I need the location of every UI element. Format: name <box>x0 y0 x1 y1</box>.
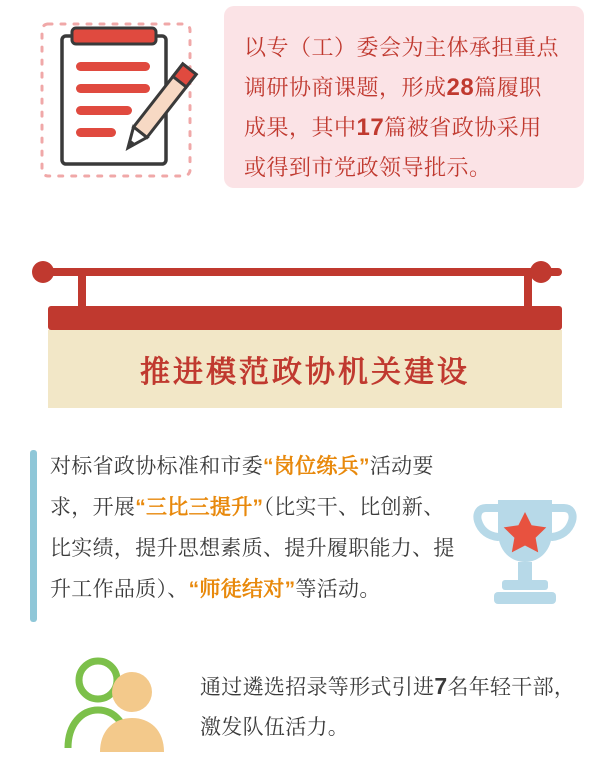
text-run-bold: 17 <box>356 114 385 141</box>
text-run: 以专（工）委会为主体承担重点调研协商课题，形成 <box>244 35 560 100</box>
text-run-bold: 28 <box>446 74 475 101</box>
achievement-section <box>0 0 610 205</box>
accent-bar <box>30 450 37 622</box>
achievement-callout <box>224 6 584 188</box>
text-run-highlight: “三比三提升” <box>135 496 264 519</box>
talent-recruitment-text <box>200 666 590 748</box>
banner-plate <box>48 306 562 330</box>
banner-top-bar <box>48 268 562 276</box>
two-people-icon <box>60 652 180 752</box>
trophy-star-icon <box>470 488 580 613</box>
text-run-highlight: “师徒结对” <box>188 578 296 601</box>
banner-body <box>48 330 562 408</box>
text-run-highlight: “岗位练兵” <box>263 455 370 478</box>
talent-recruitment-section <box>0 648 610 752</box>
text-run-bold: 7 <box>434 673 448 699</box>
notepad-pencil-icon <box>26 14 206 189</box>
text-run: 篇被省政协采用或得到市党政领导批示。 <box>244 115 542 180</box>
text-run: 名年轻干部，激发队伍活力。 <box>200 676 576 739</box>
text-run: 活动要求，开展 <box>50 455 434 519</box>
text-run: 等活动。 <box>295 578 381 601</box>
achievement-text <box>244 28 564 188</box>
text-run: 对标省政协标准和市委 <box>50 455 263 478</box>
section-banner <box>0 238 610 418</box>
text-run: 通过遴选招录等形式引进 <box>200 676 435 699</box>
training-activities-section <box>0 440 610 645</box>
banner-title: 推进模范政协机关建设 <box>140 356 470 389</box>
banner-knob-right <box>530 261 552 283</box>
banner-knob-left <box>32 261 54 283</box>
training-activities-text <box>50 446 460 610</box>
text-run: （比实干、比创新、比实绩，提升思想素质、提升履职能力、提升工作品质）、 <box>50 496 455 601</box>
text-run: 篇履职成果，其中 <box>244 75 542 140</box>
